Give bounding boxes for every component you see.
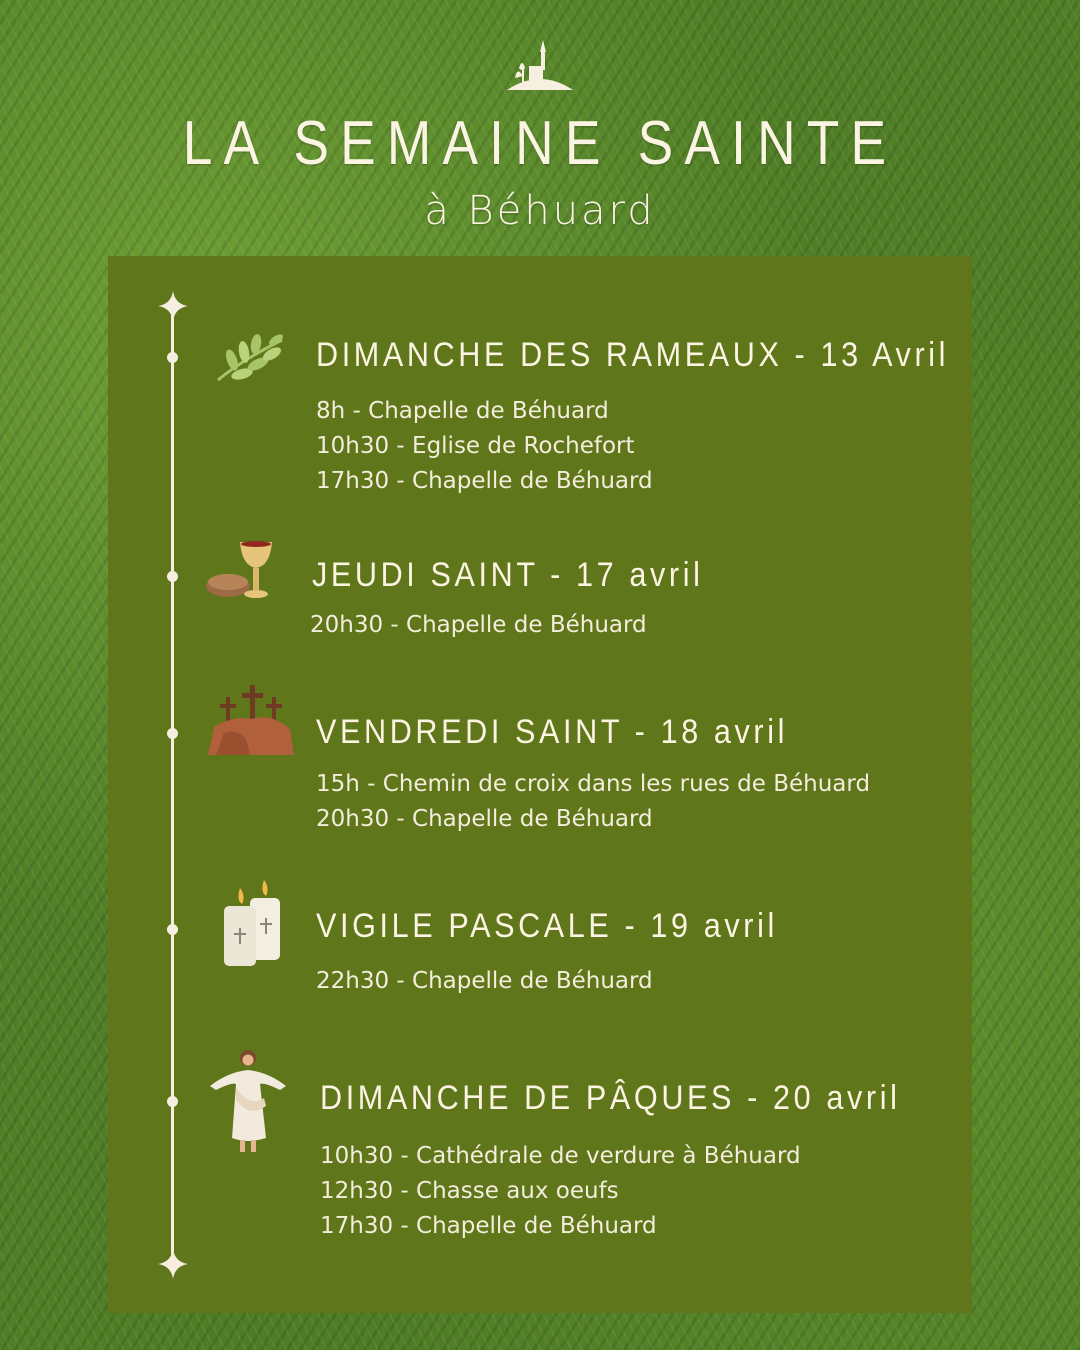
event-schedule [316, 964, 653, 999]
candles-icon [220, 876, 284, 970]
olive-branch-icon [212, 330, 288, 386]
schedule-line: 10h30 - Cathédrale de verdure à Béhuard [320, 1143, 801, 1169]
timeline-dot [167, 1096, 178, 1107]
event-schedule [310, 608, 647, 643]
event-schedule [320, 1139, 801, 1244]
schedule-line: 10h30 - Eglise de Rochefort [316, 433, 635, 459]
schedule-line: 20h30 - Chapelle de Béhuard [310, 612, 647, 638]
timeline-dot [167, 924, 178, 935]
three-crosses-icon [206, 683, 296, 757]
event-schedule [316, 394, 653, 499]
page-title: LA SEMAINE SAINTE [182, 109, 898, 178]
bread-chalice-icon [204, 538, 276, 602]
star-bottom-icon [158, 1249, 188, 1279]
schedule-line: 12h30 - Chasse aux oeufs [320, 1178, 619, 1204]
event-title: DIMANCHE DE PÂQUES - 20 avril [320, 1079, 901, 1117]
event-title: VENDREDI SAINT - 18 avril [316, 713, 789, 751]
schedule-line: 17h30 - Chapelle de Béhuard [316, 468, 653, 494]
event-title: DIMANCHE DES RAMEAUX - 13 Avril [316, 336, 950, 374]
timeline-dot [167, 571, 178, 582]
timeline-dot [167, 728, 178, 739]
timeline-line [171, 300, 174, 1260]
chapel-logo-icon [505, 38, 575, 94]
schedule-line: 22h30 - Chapelle de Béhuard [316, 968, 653, 994]
schedule-line: 8h - Chapelle de Béhuard [316, 398, 609, 424]
risen-christ-icon [206, 1048, 290, 1156]
schedule-line: 17h30 - Chapelle de Béhuard [320, 1213, 657, 1239]
schedule-line: 15h - Chemin de croix dans les rues de Béhuard [316, 771, 871, 797]
schedule-line: 20h30 - Chapelle de Béhuard [316, 806, 653, 832]
event-schedule [316, 767, 870, 837]
event-title: JEUDI SAINT - 17 avril [312, 556, 704, 594]
event-title: VIGILE PASCALE - 19 avril [316, 907, 778, 945]
page-subtitle: à Béhuard [424, 188, 656, 234]
timeline-dot [167, 352, 178, 363]
star-top-icon [158, 291, 188, 321]
